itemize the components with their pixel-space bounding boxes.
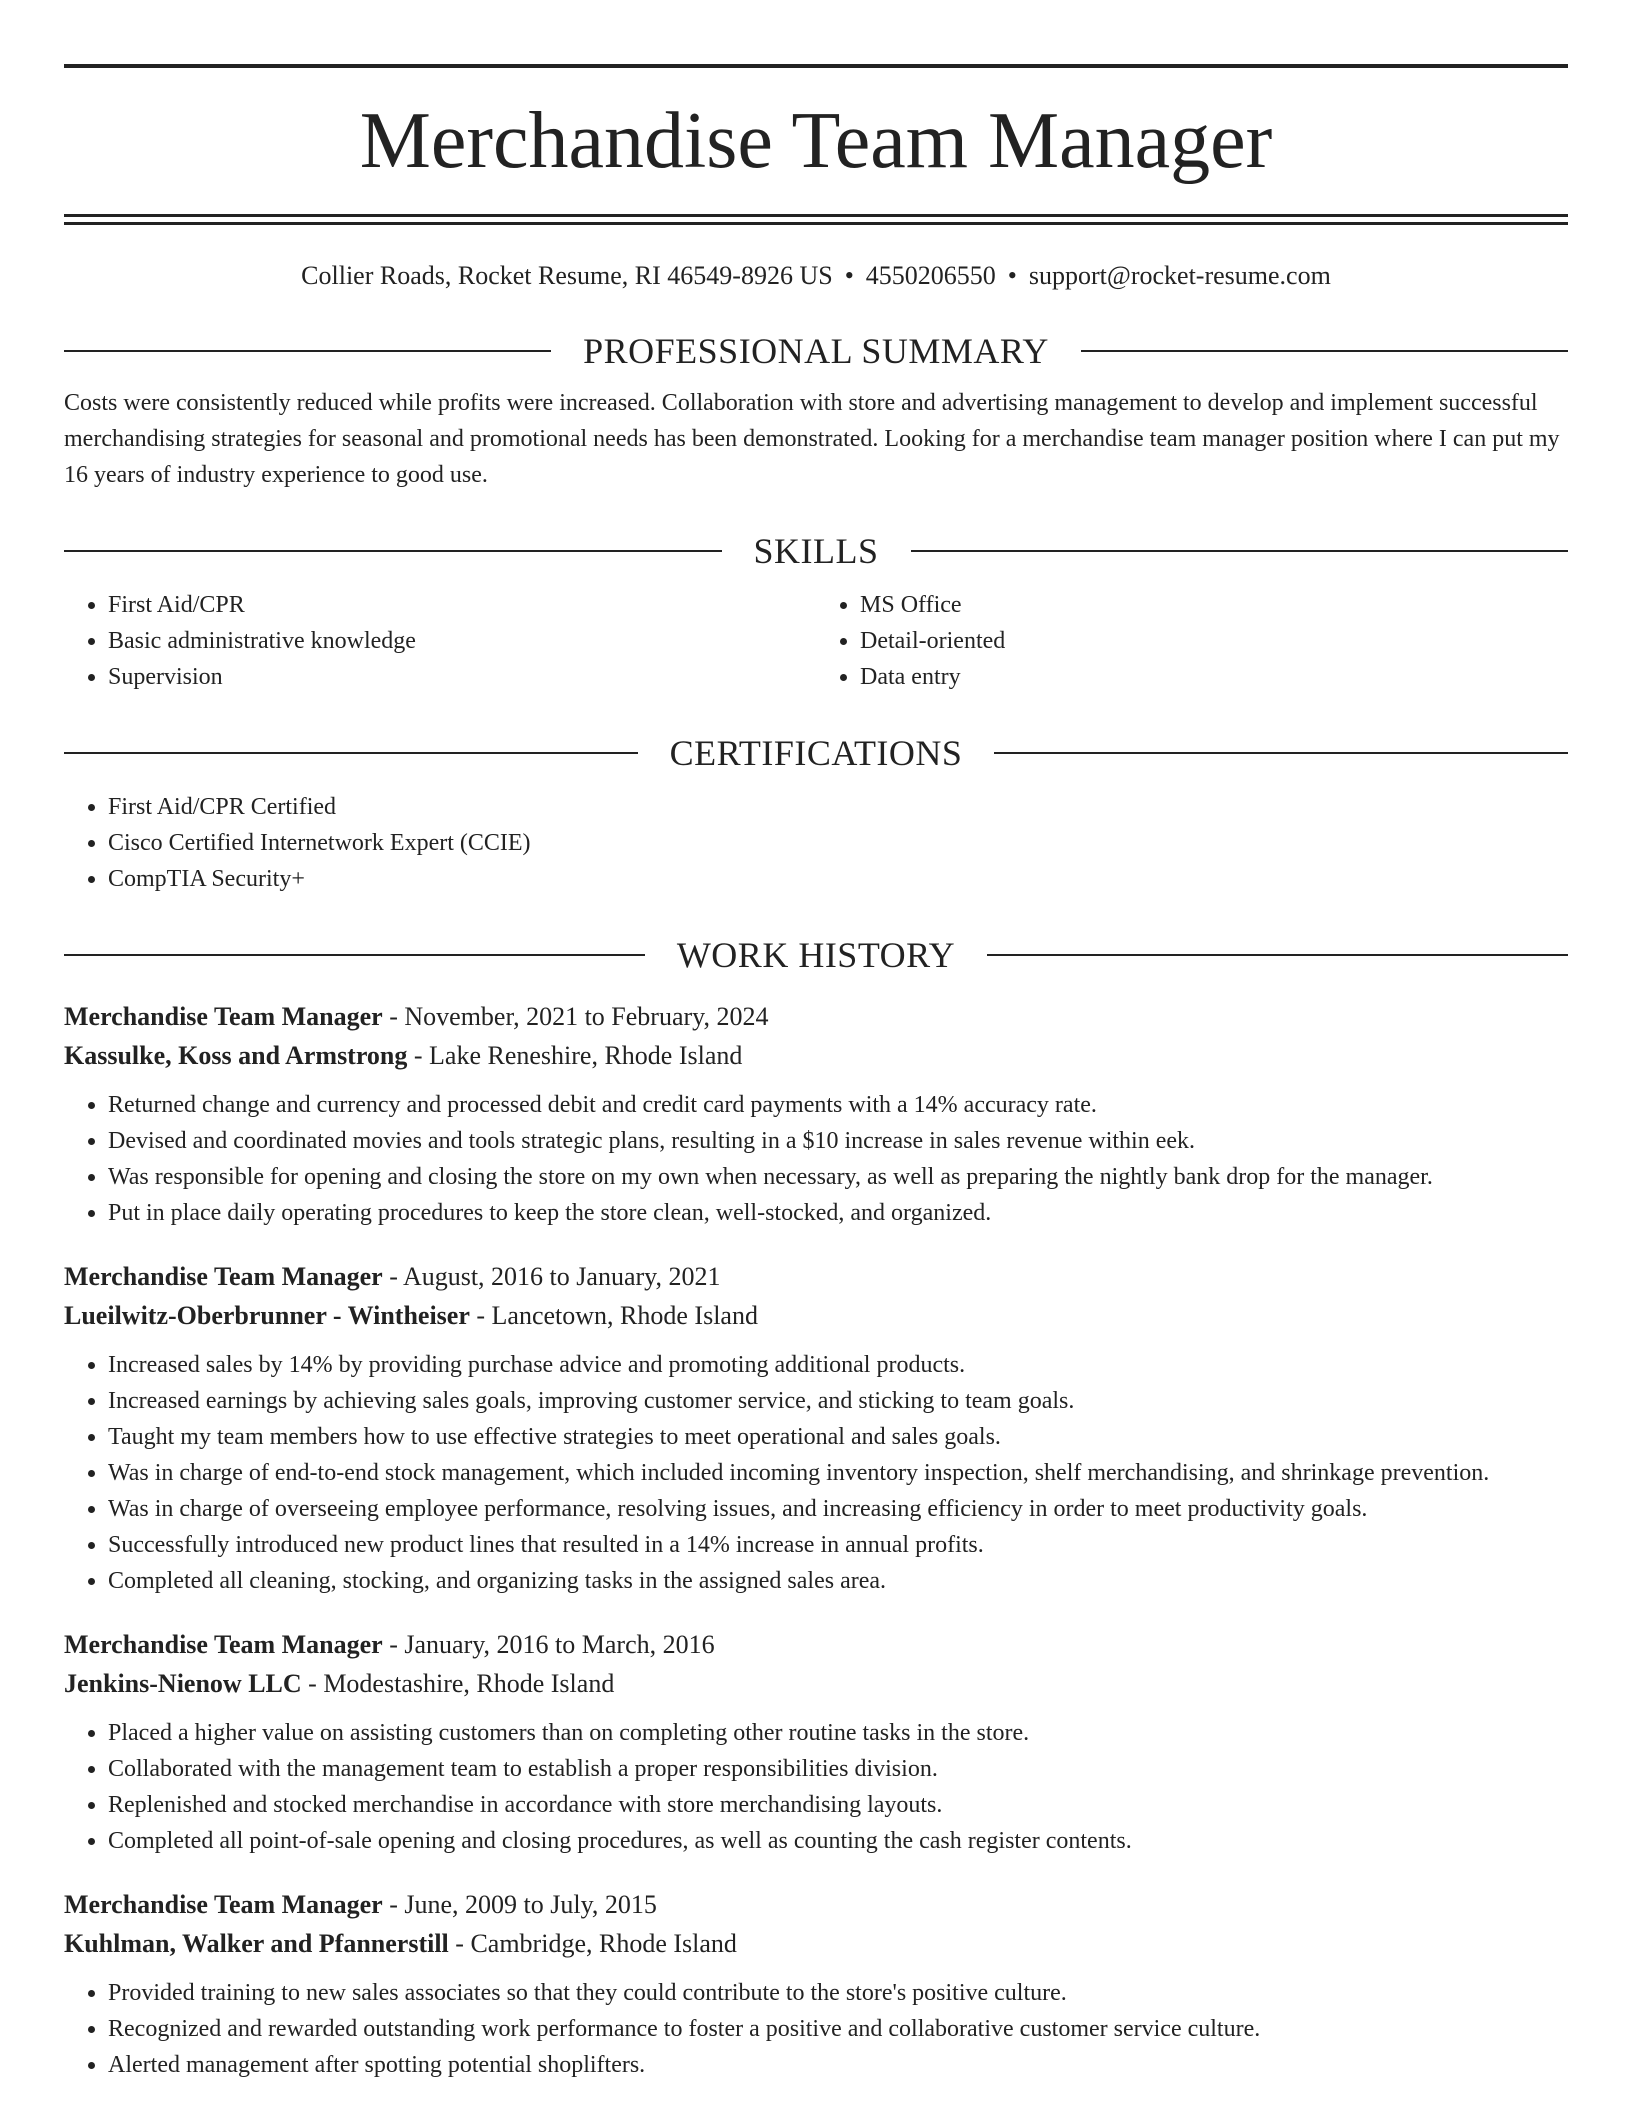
section-heading-summary xyxy=(64,329,1568,373)
job-company-line xyxy=(64,1296,1568,1335)
skill-item: • MS Office xyxy=(860,587,1568,623)
job-bullet: • Collaborated with the management team to establish a proper responsibilities division. xyxy=(108,1751,1568,1787)
heading-rule-right xyxy=(911,550,1569,552)
skills-list-right xyxy=(816,587,1568,695)
job-company-line xyxy=(64,1664,1568,1703)
top-rule xyxy=(64,64,1568,68)
skill-item: • First Aid/CPR xyxy=(108,587,816,623)
contact-phone: 4550206550 xyxy=(865,261,996,290)
job-bullet: • Successfully introduced new product lines that resulted in a 14% increase in annual profits. xyxy=(108,1527,1568,1563)
section-heading-certifications xyxy=(64,731,1568,775)
job-dates: - January, 2016 to March, 2016 xyxy=(382,1630,715,1659)
section-title: SKILLS xyxy=(753,531,879,571)
job-title-line xyxy=(64,1625,1568,1664)
job-bullet: • Taught my team members how to use effective strategies to meet operational and sales goals. xyxy=(108,1419,1568,1455)
job-company-line xyxy=(64,1924,1568,1963)
heading-rule-left xyxy=(64,350,551,352)
job-title: Merchandise Team Manager xyxy=(64,1890,383,1919)
job-location: - Lancetown, Rhode Island xyxy=(469,1301,758,1330)
job-dates: - November, 2021 to February, 2024 xyxy=(382,1002,769,1031)
job-company: Jenkins-Nienow LLC xyxy=(64,1669,302,1698)
job-title: Merchandise Team Manager xyxy=(64,1262,383,1291)
job-bullet: • Recognized and rewarded outstanding work performance to foster a positive and collaborative customer service culture. xyxy=(108,2011,1568,2047)
section-title: PROFESSIONAL SUMMARY xyxy=(583,331,1049,371)
contact-address: Collier Roads, Rocket Resume, RI 46549-8926 US xyxy=(301,261,833,290)
job-bullets xyxy=(64,1087,1568,1231)
job-bullet: • Provided training to new sales associates so that they could contribute to the store's positive culture. xyxy=(108,1975,1568,2011)
job-company-line xyxy=(64,1036,1568,1075)
job-bullets xyxy=(64,1347,1568,1599)
job-bullets xyxy=(64,1975,1568,2083)
contact-line xyxy=(64,259,1568,293)
summary-text: Costs were consistently reduced while profits were increased. Collaboration with store and advertising management to develop and implement successful merchandising strategies for seasonal and promotional needs has been demonstrated. Looking for a merchandise team manager position where I can put my 16 years of industry experience to good use. xyxy=(64,390,1560,488)
section-title: CERTIFICATIONS xyxy=(669,733,963,773)
heading-rule-left xyxy=(64,954,645,956)
job-entry xyxy=(64,1257,1568,1599)
page-title: Merchandise Team Manager xyxy=(359,97,1273,185)
job-title: Merchandise Team Manager xyxy=(64,1002,383,1031)
heading-rule-left xyxy=(64,550,722,552)
job-bullet: • Completed all cleaning, stocking, and organizing tasks in the assigned sales area. xyxy=(108,1563,1568,1599)
contact-separator: • xyxy=(844,261,854,290)
job-title-line xyxy=(64,1257,1568,1296)
heading-rule-right xyxy=(994,752,1568,754)
skill-item: • Basic administrative knowledge xyxy=(108,623,816,659)
skill-item: • Supervision xyxy=(108,659,816,695)
job-company: Lueilwitz-Oberbrunner - Wintheiser xyxy=(64,1301,470,1330)
job-bullet: • Devised and coordinated movies and tools strategic plans, resulting in a $10 increase in sales revenue within eek. xyxy=(108,1123,1568,1159)
job-bullet: • Was in charge of overseeing employee performance, resolving issues, and increasing efficiency in order to meet productivity goals. xyxy=(108,1491,1568,1527)
section-title: WORK HISTORY xyxy=(676,935,956,975)
skill-item: • Detail-oriented xyxy=(860,623,1568,659)
job-title-line xyxy=(64,1885,1568,1924)
job-location: - Modestashire, Rhode Island xyxy=(301,1669,615,1698)
job-location: - Cambridge, Rhode Island xyxy=(448,1929,737,1958)
contact-email: support@rocket-resume.com xyxy=(1028,261,1331,290)
title-double-rule xyxy=(64,214,1568,225)
certification-item: • First Aid/CPR Certified xyxy=(108,789,1568,825)
job-bullet: • Completed all point-of-sale opening and closing procedures, as well as counting the cash register contents. xyxy=(108,1823,1568,1859)
job-dates: - June, 2009 to July, 2015 xyxy=(382,1890,657,1919)
skill-item: • Data entry xyxy=(860,659,1568,695)
heading-rule-left xyxy=(64,752,638,754)
job-bullet: • Returned change and currency and processed debit and credit card payments with a 14% accuracy rate. xyxy=(108,1087,1568,1123)
certification-item: • Cisco Certified Internetwork Expert (CCIE) xyxy=(108,825,1568,861)
certification-item: • CompTIA Security+ xyxy=(108,861,1568,897)
heading-rule-right xyxy=(1081,350,1568,352)
skills-columns xyxy=(64,587,1568,695)
job-bullet: • Was responsible for opening and closing the store on my own when necessary, as well as preparing the nightly bank drop for the manager. xyxy=(108,1159,1568,1195)
job-dates: - August, 2016 to January, 2021 xyxy=(382,1262,721,1291)
job-bullet: • Put in place daily operating procedures to keep the store clean, well-stocked, and organized. xyxy=(108,1195,1568,1231)
job-bullet: • Replenished and stocked merchandise in accordance with store merchandising layouts. xyxy=(108,1787,1568,1823)
contact-separator: • xyxy=(1007,261,1017,290)
job-bullets xyxy=(64,1715,1568,1859)
job-entry xyxy=(64,1885,1568,2083)
job-bullet: • Increased sales by 14% by providing purchase advice and promoting additional products. xyxy=(108,1347,1568,1383)
certifications-list xyxy=(64,789,1568,897)
section-heading-skills xyxy=(64,529,1568,573)
job-bullet: • Increased earnings by achieving sales goals, improving customer service, and sticking to team goals. xyxy=(108,1383,1568,1419)
skills-list-left xyxy=(64,587,816,695)
section-heading-work-history xyxy=(64,933,1568,977)
job-title-line xyxy=(64,997,1568,1036)
job-bullet: • Alerted management after spotting potential shoplifters. xyxy=(108,2047,1568,2083)
job-company: Kassulke, Koss and Armstrong xyxy=(64,1041,408,1070)
job-entry xyxy=(64,997,1568,1231)
job-bullet: • Was in charge of end-to-end stock management, which included incoming inventory inspection, shelf merchandising, and shrinkage prevention. xyxy=(108,1455,1568,1491)
heading-rule-right xyxy=(987,954,1568,956)
job-company: Kuhlman, Walker and Pfannerstill xyxy=(64,1929,449,1958)
job-bullet: • Placed a higher value on assisting customers than on completing other routine tasks in the store. xyxy=(108,1715,1568,1751)
job-title: Merchandise Team Manager xyxy=(64,1630,383,1659)
job-location: - Lake Reneshire, Rhode Island xyxy=(407,1041,743,1070)
job-entry xyxy=(64,1625,1568,1859)
